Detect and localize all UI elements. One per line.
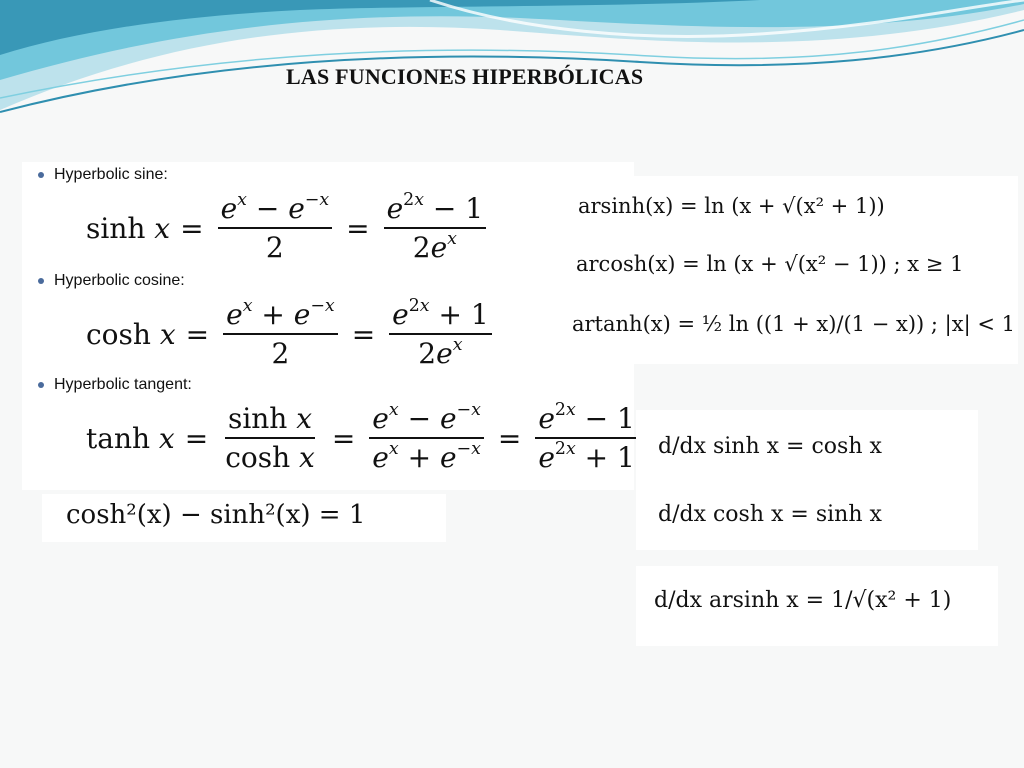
cosine-label: Hyperbolic cosine:: [54, 272, 185, 289]
derivative-cosh: d/dx cosh x = sinh x: [658, 502, 882, 527]
arsinh-formula: arsinh(x) = ln (x + √(x² + 1)): [578, 194, 885, 218]
sine-label: Hyperbolic sine:: [54, 166, 168, 183]
arcosh-formula: arcosh(x) = ln (x + √(x² − 1)) ; x ≥ 1: [576, 252, 964, 276]
derivative-arsinh: d/dx arsinh x = 1/√(x² + 1): [654, 588, 952, 613]
definitions-panel: [22, 162, 634, 490]
identity-panel: [42, 494, 446, 542]
cosine-heading: [34, 272, 185, 290]
sine-heading: [34, 166, 168, 184]
tangent-heading: [34, 376, 192, 394]
artanh-formula: artanh(x) = ½ ln ((1 + x)/(1 − x)) ; |x| < 1: [572, 312, 1015, 336]
tangent-label: Hyperbolic tangent:: [54, 376, 192, 393]
pythagorean-identity: cosh²(x) − sinh²(x) = 1: [66, 500, 366, 530]
inverse-functions-panel: [566, 176, 1018, 364]
bullet-icon: [38, 172, 44, 178]
derivative-sinh: d/dx sinh x = cosh x: [658, 434, 882, 459]
slide-title: LAS FUNCIONES HIPERBÓLICAS: [286, 64, 644, 89]
tanh-formula: tanh x = $\frac{\text{sinh x}}{\text{cosh x}}$ = $\frac{e^x - e^{-x}}{e^x + e^{-x}}$ = $\frac{e^{2x} - 1}{e^{2x} + 1}$: [86, 402, 642, 474]
arsinh-derivative-panel: [636, 566, 998, 646]
sinh-formula: sinh x = $\frac{e^x - e^{-x}}{2}$ = $\frac{e^{2x} - 1}{2e^x}$: [86, 192, 490, 264]
cosh-formula: cosh x = $\frac{e^x + e^{-x}}{2}$ = $\frac{e^{2x} + 1}{2e^x}$: [86, 298, 496, 370]
derivatives-panel: [636, 410, 978, 550]
bullet-icon: [38, 278, 44, 284]
bullet-icon: [38, 382, 44, 388]
